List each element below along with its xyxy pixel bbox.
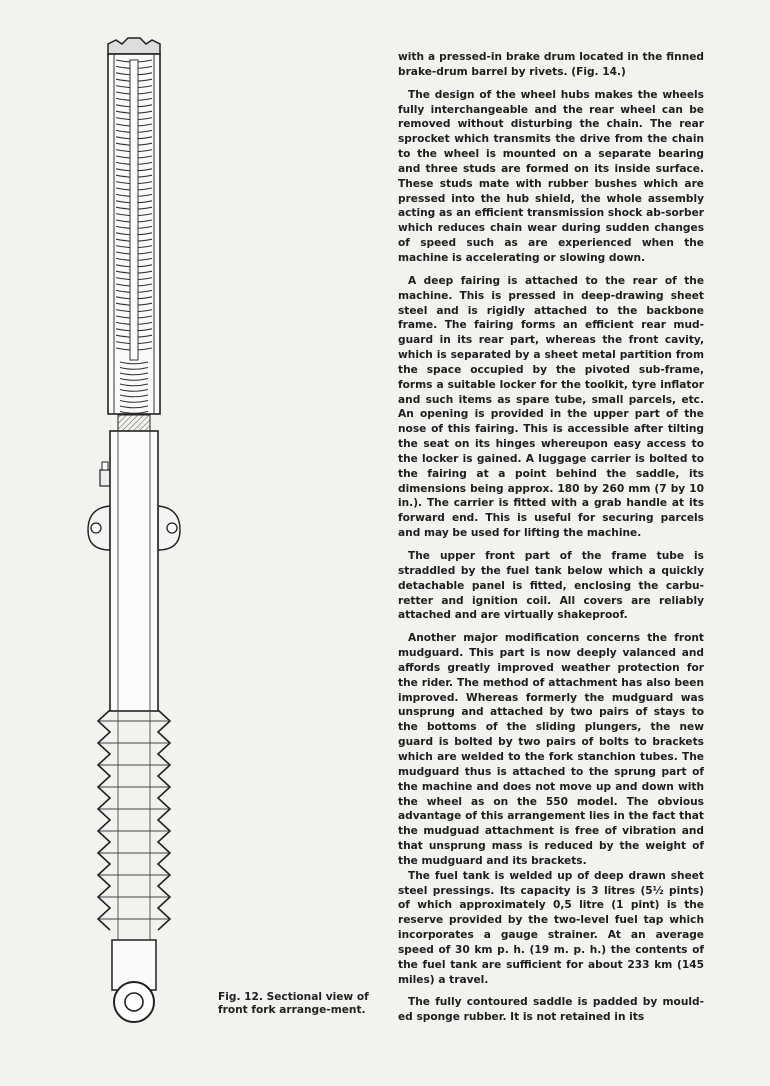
paragraph: The design of the wheel hubs makes the wheels fully interchangeable and the rear wheel can be removed without disturbing the chain. The rear sprocket which transmits the drive from the chain to the wheel is mounted on a separate bearing and three studs are formed on its inside surface. These studs mate with rubber bushes which are pressed into the hub shield, the whole assembly acting as an efficient transmission shock ab-sorber which reduces chain wear during sudden changes of speed such as are experienced when the machine is accelerating or slowing down. — [398, 88, 704, 264]
paragraph: The fuel tank is welded up of deep drawn sheet steel pressings. Its capacity is 3 litres (5½ pints) of which approximately 0,5 litre (1 pint) is the reserve provided by the two-level fuel tap which incorporates a gauge strainer. At an average speed of 30 km p. h. (19 m. p. h.) the contents of the fuel tank are sufficient for about 233 km (145 miles) a travel. — [398, 869, 704, 986]
paragraph: The upper front part of the frame tube is straddled by the fuel tank below which a quickly detachable panel is fitted, enclosing the carbu-retter and ignition coil. All covers are reliably attached and are virtually shakeproof. — [398, 550, 704, 622]
paragraph: Another major modification concerns the front mudguard. This part is now deeply valanced and affords greatly improved weather protection for the rider. The method of attachment has also been improved. Whereas formerly the mudguard was unsprung and attached by two pairs of stays to the bottoms of the sliding plungers, the new guard is bolted by two pairs of bolts to brackets which are welded to the fork stanchion tubes. The mudguard thus is attached to the sprung part of the machine and does not move up and down with the wheel as on the 550 model. The obvious advantage of this arrangement lies in the fact that the mudguad attachment is free of vibration and that unsprung mass is reduced by the weight of the mudguard and its brackets. — [398, 632, 704, 867]
front-fork-sectional-drawing — [70, 30, 220, 1040]
fork-illustration — [70, 30, 220, 1040]
body-text-column — [398, 50, 704, 1033]
paragraph: The fully contoured saddle is padded by mould-ed sponge rubber. It is not retained in its — [398, 996, 704, 1024]
paragraph: with a pressed-in brake drum located in the finned brake-drum barrel by rivets. (Fig. 14.) — [398, 51, 704, 78]
figure-caption: Fig. 12. Sectional view of front fork arrange-ment. — [218, 991, 369, 1016]
paragraph: A deep fairing is attached to the rear of the machine. This is pressed in deep-drawing sheet steel and is rigidly attached to the backbone frame. The fairing forms an efficient rear mud-guard in its rear part, whereas the front cavity, which is separated by a sheet metal partition from the space occupied by the pivoted sub-frame, forms a suitable locker for the toolkit, tyre inflator and such items as spare tube, small parcels, etc. An opening is provided in the upper part of the nose of this fairing. This is accessible after tilting the seat on its hinges whereupon easy access to the locker is gained. A luggage carrier is bolted to the fairing at a point behind the saddle, its dimensions being approx. 180 by 260 mm (7 by 10 in.). The carrier is fitted with a grab handle at its forward end. This is useful for securing parcels and may be used for lifting the machine. — [398, 274, 704, 540]
